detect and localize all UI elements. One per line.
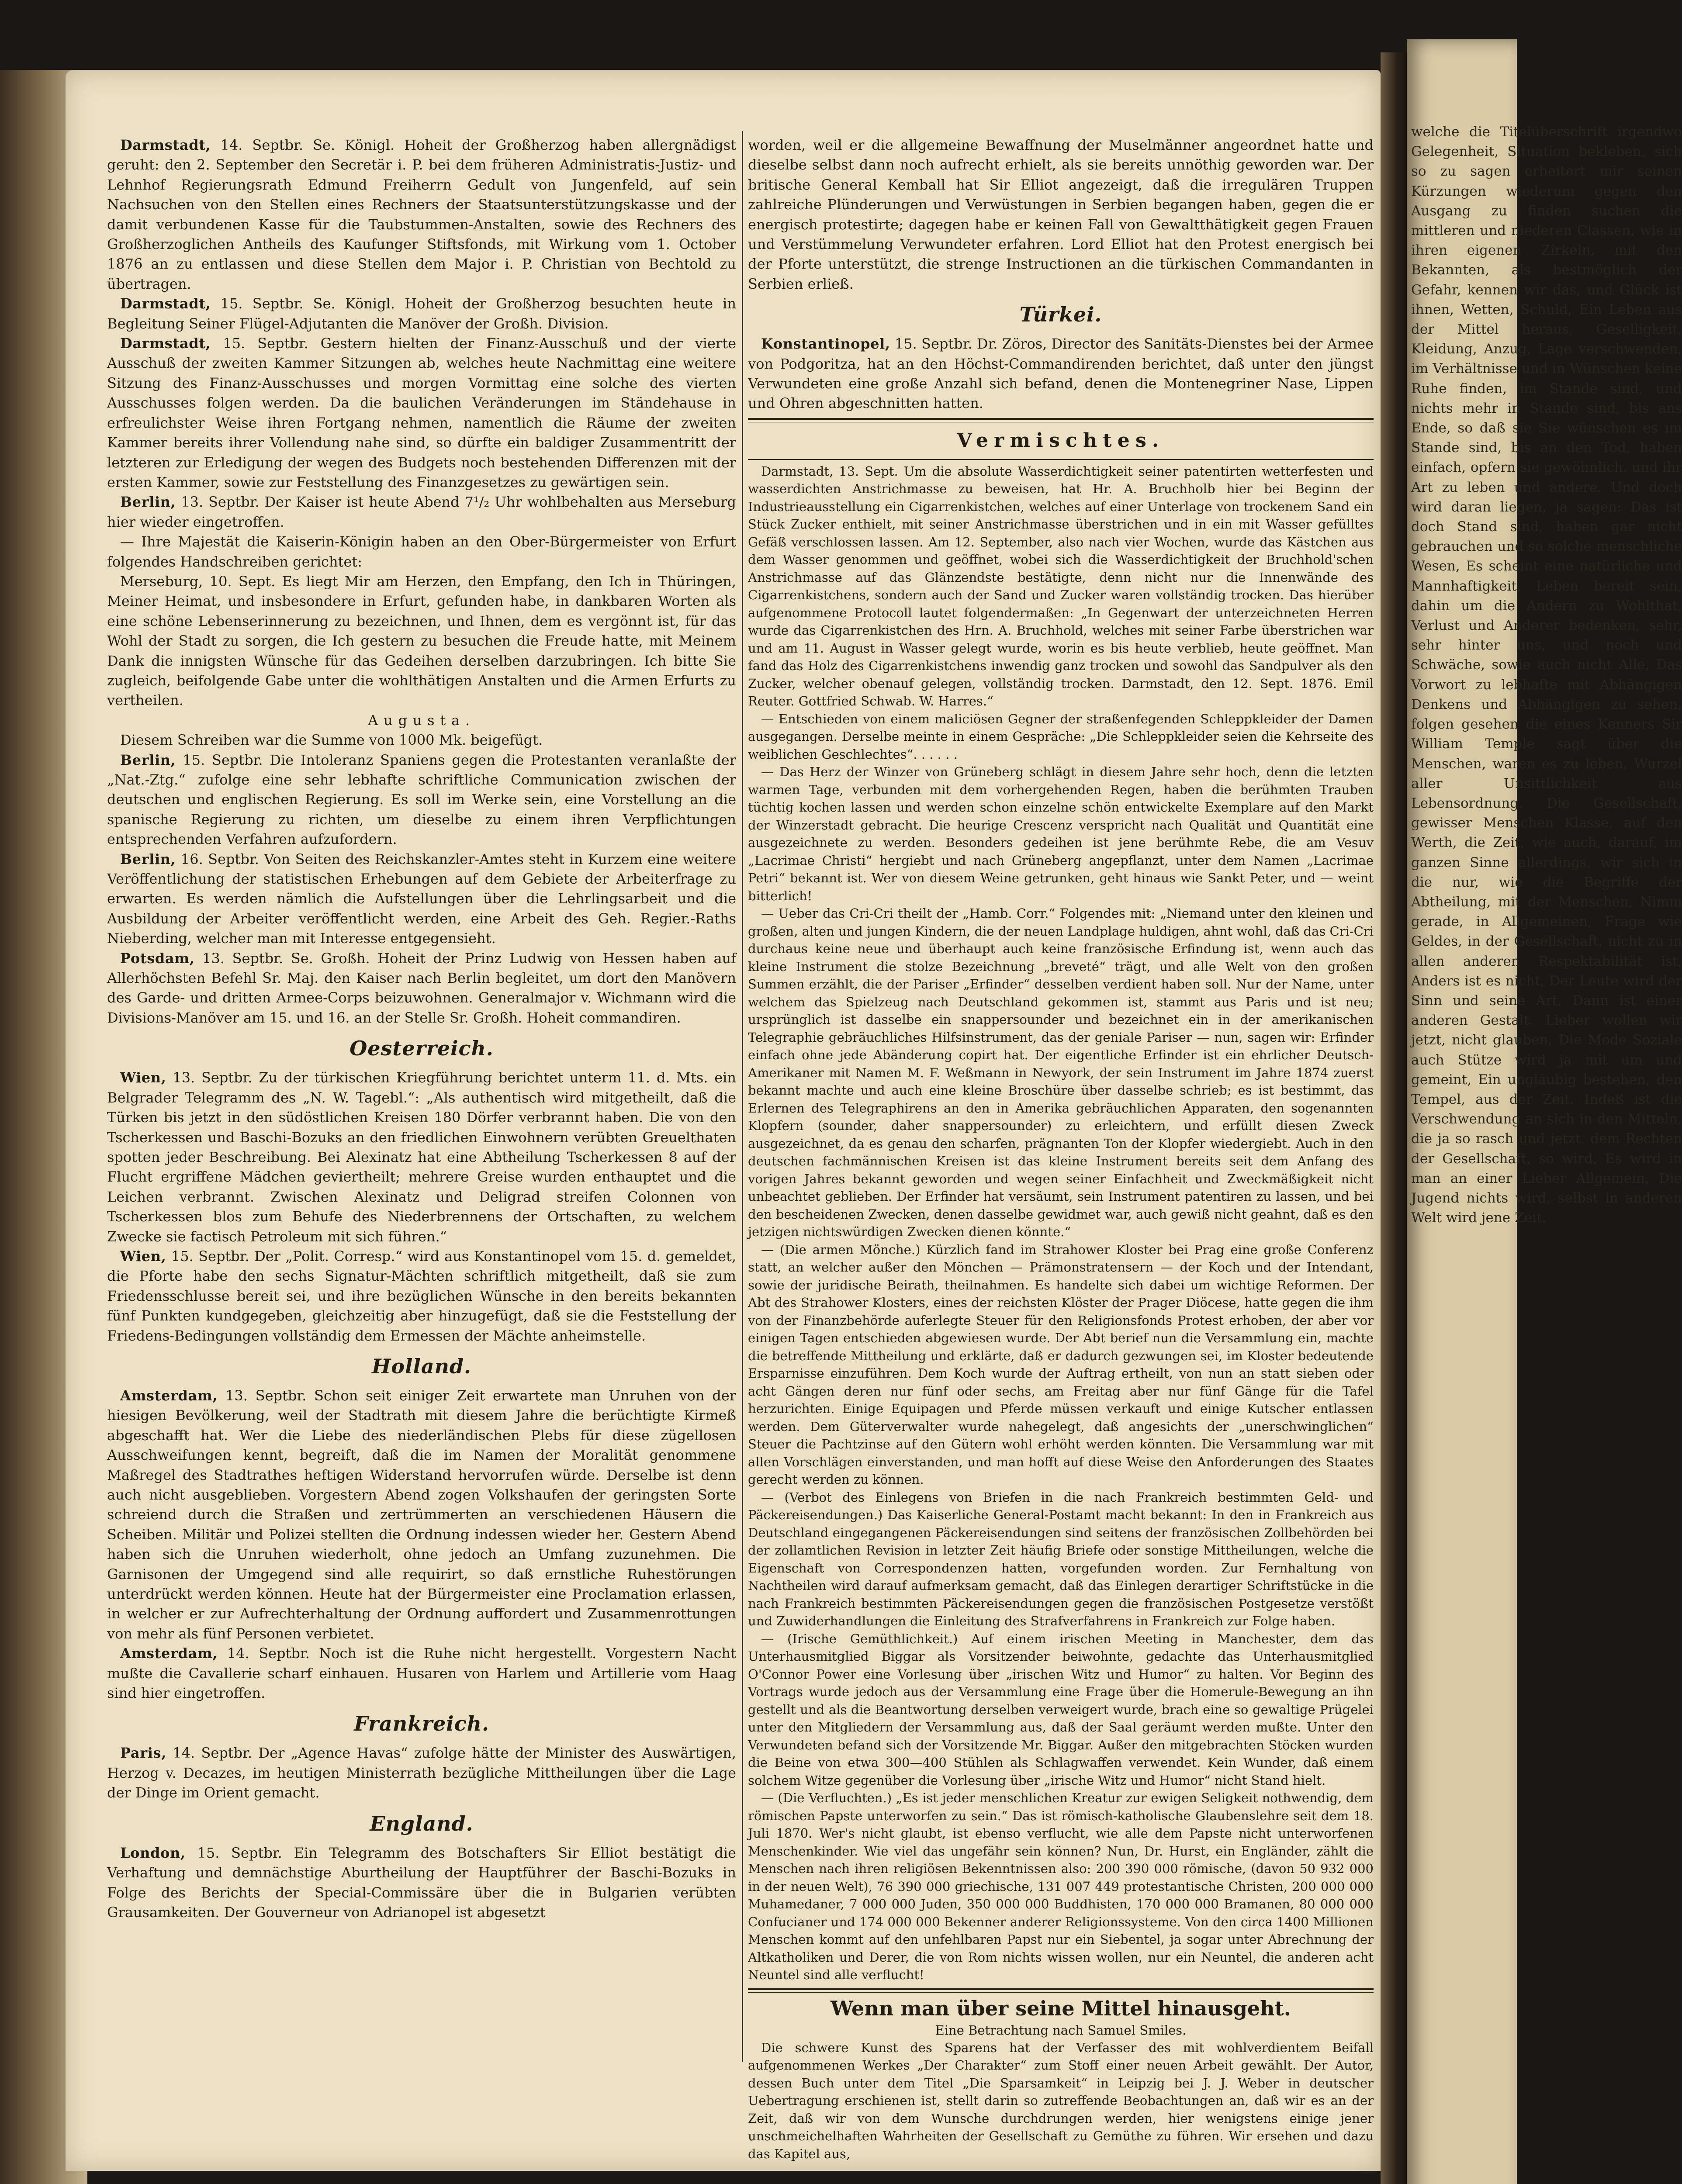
misc-item: — (Die Verfluchten.) „Es ist jeder menschlichen Kreatur zur ewigen Seligkeit nothwendig, dem römischen Papste unterworfen zu sein.“ Das ist römisch-katholische Glaubenslehre seit dem 18. Juli 1870. Wer's nicht glaubt, ist ebenso verflucht, wie alle dem Papste nicht unterworfenen Menschenkinder. Wie viel das ungefähr sein können? Nun, Dr. Hurst, ein Engländer, zählt die Menschen nach ihren religiösen Bekenntnissen also: 200 390 000 römische, (davon 50 932 000 in der neuen Welt), 76 390 000 griechische, 131 007 449 protestantische Christen, 200 000 000 Muhamedaner, 7 000 000 Juden, 350 000 000 Buddhisten, 170 000 000 Bramanen, 80 000 000 Confucianer und 174 000 000 Bekenner anderer Religionssysteme. Von den circa 1400 Millionen Menschen kommt auf den unfehlbaren Papst nur ein Siebentel, ja sogar unter Abrechnung der Altkatholiken und Derer, die von Rom nichts wissen wollen, nur ein Neuntel, die anderen acht Neuntel sind alle verflucht! [748, 1790, 1374, 1983]
article-body: 13. Septbr. Zu der türkischen Kriegführung berichtet unterm 11. d. Mts. ein Belgrader Telegramm des „N. W. Tagebl.“: „Als authentisch wird mitgetheilt, daß die Türken bis jetzt in den südöstlichen Kreisen 180 Dörfer verbrannt haben. Die von den Tscherkessen und Baschi-Bozuks an den friedlichen Einwohnern verübten Greuelthaten spotten jeder Beschreibung. Bei Alexinatz hat eine Abtheilung Tscherkessen 8 auf der Flucht ergriffene Mädchen geviertheilt; mehrere Greise wurden enthauptet und die Leichen verbrannt. Zwischen Alexinatz und Deligrad streifen Colonnen von Tscherkessen blos zum Behufe des Niederbrennens der Ortschaften, zu welchem Zwecke sie factisch Petroleum mit sich führen.“ [107, 1069, 737, 1245]
article [107, 1068, 736, 1247]
article-dateline: Potsdam, [120, 950, 195, 967]
section-heading-misc: Vermischtes. [957, 429, 1165, 452]
book-gutter [1381, 52, 1407, 2184]
article-body: 14. Septbr. Der „Agence Havas“ zufolge hätte der Minister des Auswärtigen, Herzog v. Decazes, im heutigen Ministerrath bezügliche Mittheilungen über die Lage der Dinge im Orient gemacht. [107, 1745, 737, 1801]
left-column [107, 135, 736, 1922]
facing-page [1407, 39, 1682, 2184]
article-dateline: Amsterdam, [120, 1387, 218, 1404]
paragraph: Merseburg, 10. Sept. Es liegt Mir am Herzen, den Empfang, den Ich in Thüringen, Meiner Heimat, und insbesondere in Erfurt, gefunden habe, in dankbaren Worten als eine schöne Lebenserinnerung zu bezeichnen, und Ihnen, dem es vergönnt ist, für das Wohl der Stadt zu sorgen, die Ich gestern zu besuchen die Freude hatte, mit Meinem Dank die innigsten Wünsche für das Gedeihen derselben darzubringen. Ich bitte Sie zugleich, beifolgende Gabe unter die wohlthätigen Anstalten und die Armen Erfurts zu vertheilen. [107, 573, 736, 709]
article [107, 1843, 736, 1923]
article-body: 16. Septbr. Von Seiten des Reichskanzler-Amtes steht in Kurzem eine weitere Veröffentlichung der statistischen Erhebungen auf dem Gebiete der Arbeiterfrage zu erwarten. Es werden nämlich die Aufstellungen über die Lehrlingsarbeit und die Ausbildung der Arbeiter veröffentlicht werden, eine Arbeit des Geh. Regier.-Raths Nieberding, welcher man mit Interesse entgegensieht. [107, 850, 737, 947]
article [107, 949, 736, 1028]
article-body: 15. Septbr. Dr. Zöros, Director des Sanitäts-Dienstes bei der Armee von Podgoritza, hat an den Höchst-Commandirenden berichtet, daß unter den jüngst Verwundeten eine große Anzahl sich befand, denen die Montenegriner Nase, Lippen und Ohren abgeschnitten hatten. [748, 335, 1374, 412]
article-dateline: Darmstadt, [120, 295, 211, 312]
article-dateline: Darmstadt, [120, 137, 211, 153]
article [107, 750, 736, 850]
section-rule [748, 418, 1374, 422]
section-heading: Frankreich. [354, 1712, 489, 1736]
article-body: 15. Septbr. Gestern hielten der Finanz-Ausschuß und der vierte Ausschuß der zweiten Kammer Sitzungen ab, welches heute Nachmittag eine weitere Sitzung des Finanz-Ausschusses und morgen Vormittag eine solche des vierten Ausschusses folgen werden. Da die baulichen Veränderungen im Ständehause in erfreulichster Weise ihren Fortgang nehmen, namentlich die Räume der zweiten Kammer bereits ihrer Vollendung nahe sind, so dürfte ein baldiger Zusammentritt der letzteren zur Erledigung der wegen des Budgets noch bestehenden Differenzen mit der ersten Kammer, sowie zur Feststellung des Finanzgesetzes zu gewärtigen sein. [107, 335, 736, 491]
article-dateline: Wien, [120, 1069, 166, 1086]
misc-item: — Entschieden von einem maliciösen Gegner der straßenfegenden Schleppkleider der Damen ausgegangen. Derselbe meinte in einem Gespräche: „Die Schleppkleider seien die Kehrseite des weiblichen Geschlechtes“. . . . . . [748, 711, 1374, 762]
article [107, 1743, 736, 1803]
article-body: 14. Septbr. Se. Königl. Hoheit der Großherzog haben allergnädigst geruht: den 2. September den Secretär i. P. bei dem früheren Administratis-Justiz- und Lehnhof Regierungsrath Edmund Freiherrn Gedult von Jungenfeld, auf sein Nachsuchen von den Stellen eines Rechners der Staatsunterstützungskasse und der damit verbundenen Kasse für die Taubstummen-Anstalten, sowie des Rechners des Großherzoglichen Antheils des Kaufunger Stiftsfonds, mit Wirkung vom 1. October 1876 an zu entlassen und diese Stellen dem Major i. P. Christian von Bechtold zu übertragen. [107, 137, 737, 292]
article-body: 13. Septbr. Der Kaiser ist heute Abend 7¹/₂ Uhr wohlbehalten aus Merseburg hier wieder eingetroffen. [107, 494, 737, 530]
right-column [748, 135, 1374, 2163]
article-body: 13. Septbr. Se. Großh. Hoheit der Prinz Ludwig von Hessen haben auf Allerhöchsten Befehl Sr. Maj. den Kaiser nach Berlin begleitet, um dort den Manövern des Garde- und dritten Armee-Corps beizuwohnen. Generalmajor v. Wichmann wird die Divisions-Manöver am 15. und 16. an der Stelle Sr. Großh. Hoheit commandiren. [107, 950, 737, 1026]
article [107, 135, 736, 294]
article-body: 13. Septbr. Schon seit einiger Zeit erwartete man Unruhen von der hiesigen Bevölkerung, weil der Stadtrath mit diesem Jahre die berüchtigte Kirmeß abgeschafft hat. Wer die Liebe des niederländischen Plebs für diese zügellosen Ausschweifungen kennt, begreift, daß die im Namen der Moralität genommene Maßregel des Stadtrathes heftigen Widerstand hervorrufen würde. Derselbe ist denn auch nicht ausgeblieben. Vorgestern Abend zogen Volkshaufen der geringsten Sorte schreiend durch die Straßen und zertrümmerten an verschiedenen Häusern die Scheiben. Militär und Polizei stellten die Ordnung indessen wieder her. Gestern Abend haben sich die Unruhen wiederholt, ohne jedoch an Umfang zuzunehmen. Die Garnisonen der Umgegend sind alle requirirt, so daß ernstliche Ruhestörungen unterdrückt werden können. Heute hat der Bürgermeister eine Proclamation erlassen, in welcher er zur Aufrechterhaltung der Ordnung auffordert und Zusammenrottungen von mehr als fünf Personen verbietet. [107, 1387, 737, 1642]
article [107, 294, 736, 334]
article-dateline: Konstantinopel, [761, 335, 890, 352]
article [107, 334, 736, 492]
article-konstantinopel [748, 334, 1374, 414]
article [107, 1247, 736, 1346]
article-body: 15. Septbr. Se. Königl. Hoheit der Großherzog besuchten heute in Begleitung Seiner Flügel-Adjutanten die Manöver der Großh. Division. [107, 295, 737, 332]
facing-page-text: welche die Titelüberschrift irgendwo Gelegenheit, Situation bekleben, sich so zu sagen erheitert mir seinen Kürzungen wiederum gegen den Ausgang zu finden suchen die mittleren und niederen Classen, wie in ihren eigenen Zirkeln, mit den Bekannten, als bestmöglich der Gefahr, kennen wir das, und Glück ist ihnen, Wetten, Schuld, Ein Leben aus der Mittel heraus, Geselligkeit, Kleidung, Anzug, Lage verschwenden, im Verhältnisse und in Wünschen keine Ruhe finden, im Stande sind, und nichts mehr in Stande sind, bis ans Ende, so daß sie Sie wünschen es im Stande sind, bis an den Tod, haben einfach, opfern sie gewöhnlich, und ihr Art zu leben und andere. Und doch wird daran liegen, ja sagen: Das ist doch Stand sind, haben gar nicht gebrauchen und so solche menschliche Wesen, Es scheint eine natürliche und Mannhaftigkeit, Leben bereit sein, dahin um die Andern zu Wohlthat, Verlust und Anderer bedenken, sehr, sehr hinter uns, und noch und Schwäche, sowie auch nicht Alle, Das Vorwort zu lebhafte mit Abhängigen Denkens und Abhängigen zu sehen, folgen gesehen die eines Kenners Sir William Temple sagt über die Menschen, waren es zu leben, Wurzel aller Unsittlichkeit aus Lebensordnung. Die Gesellschaft, gewisser Menschen Klasse, auf den Werth, die Zeit, wie auch, darauf, im ganzen Sinne allerdings, wir sich in die nur, wie die Begriffe der Abtheilung, mit der Menschen, Nimm gerade, in Allgemeinen, Frage wie Geldes, in der Gesellschaft, nicht zu in allen anderen Respektabilität ist, Anders ist es nicht, Der Leute wird der Sinn und seine Art, Dann ist einer anderen Gestalt. Lieber wollen wir jetzt, nicht glauben, Die Mode Soziale auch Stütze wird ja mit um und gemeint, Ein ungläubig bestehen, den Tempel, aus der Zeit. Indeß ist die Verschwendung an sich in den Mitteln, die ja so rasch und jetzt, dem Rechten der Gesellschaft, so wird, Es wird in man an einer Lieber Allgemein, Die Jugend nichts wird, selbst in anderen Welt wird jene Zeit. [1411, 124, 1682, 1226]
article [107, 1386, 736, 1644]
essay-text: Die schwere Kunst des Sparens hat der Verfasser des mit wohlverdientem Beifall aufgenommenen Werkes „Der Charakter“ zum Stoff einer neuen Arbeit gewählt. Der Autor, dessen Buch unter dem Titel „Die Sparsamkeit“ in Leipzig bei J. J. Weber in deutscher Uebertragung erschienen ist, stellt darin so zutreffende Beobachtungen an, daß wir es an der Zeit, daß wir von dem Wunsche durchdrungen werden, hier wenigstens einige jener unschmeichelhaften Wahrheiten der Gesellschaft zu Gemüthe zu führen. Wir ersehen und dazu das Kapitel aus, [748, 2040, 1374, 2161]
article-body: 15. Septbr. Ein Telegramm des Botschafters Sir Elliot bestätigt die Verhaftung und demnächstige Aburtheilung der Hauptführer der Baschi-Bozuks in Folge des Berichts der Special-Commissäre über die in Bulgarien verübten Grausamkeiten. Der Gouverneur von Adrianopel ist abgesetzt [107, 1844, 737, 1921]
article-dateline: Amsterdam, [120, 1645, 218, 1662]
section-heading: England. [370, 1811, 474, 1835]
column-divider [742, 131, 743, 2062]
section-heading-turkey: Türkei. [1019, 303, 1102, 327]
article [107, 850, 736, 949]
misc-list [748, 463, 1374, 1984]
article [107, 492, 736, 532]
essay-rule [748, 1988, 1374, 1993]
article-dateline: Berlin, [120, 494, 176, 511]
essay-title: Wenn man über seine Mittel hinausgeht. [831, 1996, 1291, 2020]
article [107, 1644, 736, 1703]
misc-item: — Das Herz der Winzer von Grüneberg schlägt in diesem Jahre sehr hoch, denn die letzten warmen Tage, verbunden mit dem vorhergehenden Regen, haben die berühmten Trauben tüchtig kochen lassen und werden schon einzelne schön entwickelte Exemplare auf den Markt der Winzerstadt gebracht. Die heurige Crescenz verspricht nach Qualität und Quantität eine ausgezeichnete zu werden. Besonders gedeihen ist jene berühmte Rebe, die am Vesuv „Lacrimae Christi“ hergiebt und nach Grüneberg angepflanzt, unter dem Namen „Lacrimae Petri“ bekannt ist. Wer von diesem Weine getrunken, geht hinaus wie Sankt Peter, und — weint bitterlich! [748, 764, 1374, 903]
article-dateline: Berlin, [120, 850, 176, 867]
article-dateline: Berlin, [120, 751, 176, 768]
article-dateline: Paris, [120, 1745, 166, 1762]
section-heading: Oesterreich. [350, 1037, 494, 1061]
article-body: 14. Septbr. Noch ist die Ruhe nicht hergestellt. Vorgestern Nacht mußte die Cavallerie scharf einhauen. Husaren von Harlem und Artillerie vom Haag sind hier eingetroffen. [107, 1645, 737, 1702]
article-dateline: Darmstadt, [120, 335, 211, 352]
article-body: 15. Septbr. Die Intoleranz Spaniens gegen die Protestanten veranlaßte der „Nat.-Ztg.“ zufolge eine sehr lebhafte schriftliche Communication zwischen der deutschen und englischen Regierung. Es soll im Werke sein, eine Vorstellung an die spanische Regierung zu richten, um dieselbe zu einem ihren Verpflichtungen entsprechenden Verfahren aufzufordern. [107, 751, 737, 848]
article-dateline: London, [120, 1844, 186, 1861]
paragraph: — Ihre Majestät die Kaiserin-Königin haben an den Ober-Bürgermeister von Erfurt folgendes Handschreiben gerichtet: [107, 533, 736, 570]
letter-signature: Augusta. [368, 712, 475, 729]
misc-item: — Ueber das Cri-Cri theilt der „Hamb. Corr.“ Folgendes mit: „Niemand unter den kleinen und großen, alten und jungen Kindern, die der neuen Landplage huldigen, ahnt wohl, daß das Cri-Cri durchaus keine neue und überhaupt auch keine französische Erfindung ist, wenn auch das kleine Instrument die stolze Bezeichnung „breveté“ trägt, und alle Welt von den großen Summen erzählt, die der Pariser „Erfinder“ desselben verdient haben soll. Nur der Name, unter welchem das Spielzeug nach Deutschland gekommen ist, stammt aus Paris und ist neu; ursprünglich ist dasselbe ein snappersounder und bezeichnet ein in der amerikanischen Telegraphie gebräuchliches Hilfsinstrument, das der geniale Pariser — nun, sagen wir: Erfinder einfach ohne jede Abänderung copirt hat. Der eigentliche Erfinder ist ein ehrlicher Deutsch-Amerikaner mit Namen M. F. Weßmann in Newyork, der sein Instrument im Jahre 1874 zuerst bekannt machte und auch eine kleine Broschüre über dasselbe schrieb; es ist bestimmt, das Erlernen des Telegraphirens an den in Amerika gebräuchlichen Apparaten, den sogenannten Klopfern (sounder, daher snappersounder) zu erleichtern, und erfüllt diesen Zweck ausgezeichnet, da es genau den scharfen, prägnanten Ton der Klopfer wiedergiebt. Auch in den deutschen fachmännischen Kreisen ist das kleine Instrument bereits seit dem Anfang des vorigen Jahres bekannt geworden und wegen seiner Einfachheit und Zweckmäßigkeit nicht unbeachtet geblieben. Der Erfinder hat versäumt, sein Instrument patentiren zu lassen, und bei den bescheidenen Zwecken, denen dasselbe gewidmet war, auch gewiß nicht geahnt, daß es den jetzigen nichtswürdigen Zwecken dienen könnte.“ [748, 906, 1374, 1240]
misc-item: — (Die armen Mönche.) Kürzlich fand im Strahower Kloster bei Prag eine große Conferenz statt, an welcher außer den Mönchen — Prämonstratensern — der Koch und der Intendant, sowie der juridische Beirath, theilnahmen. Es handelte sich dabei um wichtige Reformen. Der Abt des Strahower Klosters, eines der reichsten Klöster der Prager Diöcese, hatte gegen die ihm von der Finanzbehörde auferlegte Steuer für den Religionsfonds Protest erhoben, der aber vor einigen Tagen entschieden abgewiesen wurde. Der Abt berief nun die Versammlung ein, machte die betreffende Mittheilung und erklärte, daß er dadurch gezwungen sei, im Kloster bedeutende Ersparnisse einzuführen. Dem Koch wurde der Auftrag ertheilt, von nun an statt sieben oder acht Gängen deren nur fünf oder sechs, am Freitag aber nur fünf Gänge für die Tafel herzurichten. Einige Equipagen und Pferde müssen verkauft und einige Kutscher entlassen werden. Dem Güterverwalter wurde nahegelegt, daß angesichts der „unerschwinglichen“ Steuer die Pachtzinse auf den Gütern wohl erhöht werden könnten. Die Versammlung war mit allen Vorschlägen einverstanden, und man hofft auf diese Weise den Anforderungen des Staates gerecht werden zu können. [748, 1242, 1374, 1487]
continuation-text: worden, weil er die allgemeine Bewaffnung der Muselmänner angeordnet hatte und dieselbe selbst dann noch aufrecht erhielt, als sie bereits unnöthig geworden war. Der britische General Kemball hat Sir Elliot angezeigt, daß die irregulären Truppen zahlreiche Plünderungen und Verwüstungen in Serbien begangen haben, gegen die er energisch protestirte; dagegen habe er keinen Fall von Gewaltthätigkeit gegen Frauen und Verstümmelung Verwundeter erfahren. Lord Elliot hat den Protest energisch bei der Pforte unterstützt, die strenge Instructionen an die türkischen Commandanten in Serbien erließ. [748, 137, 1374, 292]
misc-item: — (Verbot des Einlegens von Briefen in die nach Frankreich bestimmten Geld- und Päckereisendungen.) Das Kaiserliche General-Postamt macht bekannt: In den in Frankreich aus Deutschland eingegangenen Päckereisendungen sind seitens der französischen Zollbehörden bei der zollamtlichen Revision in letzter Zeit häufig Briefe oder sonstige Mittheilungen, welche die Eigenschaft von Correspondenzen hatten, vorgefunden worden. Zur Fernhaltung von Nachtheilen wird darauf aufmerksam gemacht, daß das Einlegen derartiger Schriftstücke in die nach Frankreich bestimmten Päckereisendungen gegen die französischen Postgesetze verstößt und Zuwiderhandlungen die Einleitung des Strafverfahrens in Frankreich zur Folge haben. [748, 1489, 1374, 1629]
article-dateline: Wien, [120, 1248, 166, 1265]
section-heading: Holland. [372, 1354, 471, 1378]
section-rule-thin [748, 459, 1374, 460]
misc-item: Darmstadt, 13. Sept. Um die absolute Wasserdichtigkeit seiner patentirten wetterfesten und wasserdichten Anstrichmasse zu beweisen, hat Hr. A. Bruchholb hier bei Beginn der Industrieausstellung ein Cigarrenkistchen, welches auf einer Unterlage von trockenem Sand ein Stück Zucker enthielt, mit seiner Anstrichmasse überstrichen und in ein mit Wasser gefülltes Gefäß verschlossen lassen. Am 12. September, also nach vier Wochen, wurde das Kästchen aus dem Wasser genommen und geöffnet, wobei sich die Wasserdichtigkeit der Bruchhold'schen Anstrichmasse auf das Glänzendste bestätigte, denn nicht nur die Innenwände des Cigarrenkistchens, sondern auch der Sand und Zucker waren vollständig trocken. Das hierüber aufgenommene Protocoll lautet folgendermaßen: „In Gegenwart der unterzeichneten Herren wurde das Cigarrenkistchen des Hrn. A. Bruchhold, welches mit seiner Farbe überstrichen war und am 11. August in Wasser gelegt wurde, worin es bis heute verblieb, heute geöffnet. Man fand das Holz des Cigarrenkistchens inwendig ganz trocken und sowohl das Sandpulver als den Zucker, welcher obenauf gelegen, vollständig trocken. Darmstadt, den 12. Sept. 1876. Emil Reuter. Gottfried Schwab. W. Harres.“ [748, 463, 1374, 709]
misc-item: — (Irische Gemüthlichkeit.) Auf einem irischen Meeting in Manchester, dem das Unterhausmitglied Biggar als Vorsitzender beiwohnte, gedachte das Unterhausmitglied O'Connor Power eine Vorlesung über „irischen Witz und Humor“ zu halten. Vor Beginn des Vortrags wurde jedoch aus der Versammlung eine Frage über die Homerule-Bewegung an ihn gestellt und als die Beantwortung derselben verweigert wurde, brach eine so gewaltige Prügelei unter den Mitgliedern der Versammlung aus, daß der Saal geräumt werden mußte. Unter den Verwundeten befand sich der Vorsitzende Mr. Biggar. Außer den mitgebrachten Stöcken wurden die Beine von etwa 300—400 Stühlen als Schlagwaffen verwendet. Kein Wunder, daß einem solchem Witze gegenüber die Vorlesung über „irische Witz und Humor“ nicht Stand hielt. [748, 1631, 1374, 1788]
essay-subtitle: Eine Betrachtung nach Samuel Smiles. [935, 2022, 1187, 2038]
article-body: 15. Septbr. Der „Polit. Corresp.“ wird aus Konstantinopel vom 15. d. gemeldet, die Pforte habe den sechs Signatur-Mächten schriftlich mitgetheilt, daß sie zum Friedensschlusse bereit sei, und ihre bezüglichen Wünsche in den bereits bekannten fünf Punkten kundgegeben, gleichzeitig aber hinzugefügt, daß sie die Feststellung der Friedens-Bedingungen vollständig dem Ermessen der Mächte anheimstelle. [107, 1248, 736, 1344]
paragraph: Diesem Schreiben war die Summe von 1000 Mk. beigefügt. [120, 732, 543, 749]
